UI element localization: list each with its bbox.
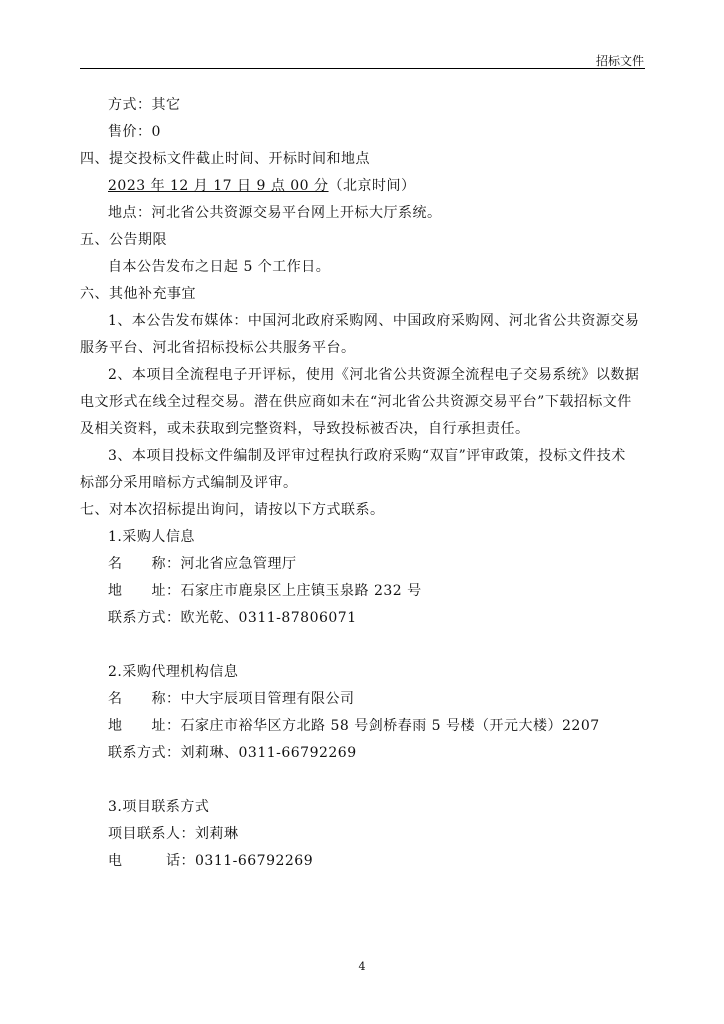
agent-title: 2.采购代理机构信息 (108, 664, 239, 680)
agent-address: 地 址：石家庄市裕华区方北路 58 号剑桥春雨 5 号楼（开元大楼）2207 (108, 718, 600, 734)
agent-name: 名 称：中大宇辰项目管理有限公司 (108, 691, 355, 707)
item1-line1: 1、本公告发布媒体：中国河北政府采购网、中国政府采购网、河北省公共资源交易 (108, 313, 640, 329)
item3-line2: 标部分采用暗标方式编制及评审。 (80, 475, 298, 491)
section-5-title: 五、公告期限 (80, 232, 167, 248)
section-4-title: 四、提交投标文件截止时间、开标时间和地点 (80, 151, 370, 167)
deadline-time: 2023 年 12 月 17 日 9 点 00 分 (108, 178, 329, 194)
item2-line3: 及相关资料，或未获取到完整资料，导致投标被否决，自行承担责任。 (80, 421, 530, 437)
project-person: 项目联系人：刘莉琳 (108, 826, 239, 842)
header-label: 招标文件 (595, 54, 644, 68)
buyer-title: 1.采购人信息 (108, 529, 195, 545)
item2-line1: 2、本项目全流程电子开评标，使用《河北省公共资源全流程电子交易系统》以数据 (108, 367, 640, 383)
item2-line2: 电文形式在线全过程交易。潜在供应商如未在“河北省公共资源交易平台”下载招标文件 (80, 394, 632, 410)
buyer-contact: 联系方式：欧光乾、0311-87806071 (108, 610, 357, 626)
page-number: 4 (358, 960, 366, 973)
section-6-title: 六、其他补充事宜 (80, 286, 196, 302)
deadline-timezone: （北京时间） (328, 178, 416, 194)
notice-period: 自本公告发布之日起 5 个工作日。 (108, 259, 331, 275)
price-line: 售价：0 (108, 124, 161, 140)
item1-line2: 服务平台、河北省招标投标公共服务平台。 (80, 340, 356, 356)
project-title: 3.项目联系方式 (108, 799, 210, 815)
project-phone: 电 话：0311-66792269 (108, 853, 314, 869)
buyer-name: 名 称：河北省应急管理厅 (108, 556, 297, 572)
agent-contact: 联系方式：刘莉琳、0311-66792269 (108, 745, 357, 761)
item3-line1: 3、本项目投标文件编制及评审过程执行政府采购“双盲”评审政策，投标文件技术 (108, 448, 626, 464)
header-rule (80, 68, 645, 69)
buyer-address: 地 址：石家庄市鹿泉区上庄镇玉泉路 232 号 (108, 583, 422, 599)
deadline-line (108, 175, 416, 195)
place-line: 地点：河北省公共资源交易平台网上开标大厅系统。 (108, 205, 442, 221)
method-line: 方式：其它 (108, 97, 181, 113)
section-7-title: 七、对本次招标提出询问，请按以下方式联系。 (80, 502, 385, 518)
